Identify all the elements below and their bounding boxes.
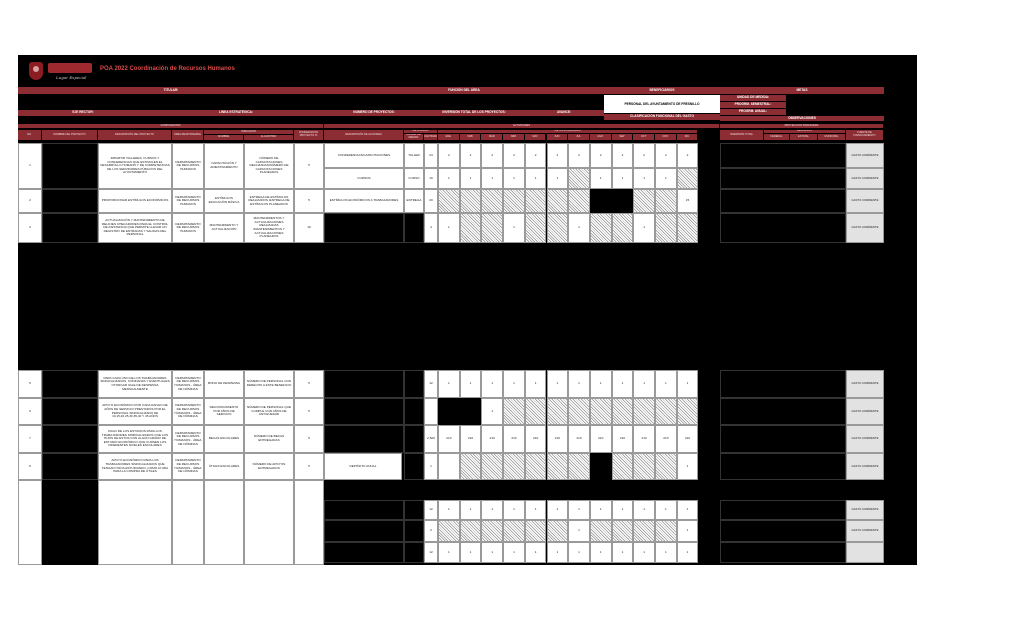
col-unidad: UNIDAD DE MEDIDA [404, 134, 424, 141]
month-goal-nov [655, 453, 677, 480]
proyeccion-header: PROYECCIÓN FINANCIERA [720, 124, 884, 129]
project-area: DEPARTAMENTO DE RECURSOS HUMANOS [172, 213, 204, 243]
month-goal-dic: 1 [677, 453, 699, 480]
indicator-algorithm: NÚMERO DE PERSONAL QUE CUMPLE CON AÑOS DE ANTIGÜEDAD [244, 398, 294, 425]
titular-label: TITULAR: [18, 87, 324, 94]
month-goal-jun [547, 398, 569, 425]
month-goal-may: 1 [525, 370, 547, 398]
project-no: 1 [18, 143, 42, 189]
month-goal-sep: 1 [612, 370, 634, 398]
activity-description: CONFERENCIAS/CAPACITACIONES [324, 143, 404, 168]
col-fuente: FUENTE DE FINANCIAMIENTO [846, 130, 884, 141]
project-area: DEPARTAMENTO DE RECURSOS HUMANOS - ÁREA DE NÓMINAS [172, 425, 204, 453]
col-month-dic: DIC [677, 134, 699, 141]
activity-description [324, 398, 404, 425]
project-description: APOYO ECONÓMICO POR CADA RANGO DE AÑOS DE SERVICIO PRESTADOS POR EL PERSONAL SINDICALIZADO DE 10,15,20,25,30,35,40 Y 45 AÑOS [98, 398, 172, 425]
project-weight: 5 [294, 189, 324, 213]
financial-projection [720, 370, 846, 398]
project-name [42, 370, 98, 398]
month-goal-sep: 1 [612, 542, 634, 563]
month-goal-may [525, 189, 547, 213]
month-goal-dic: 1 [677, 520, 699, 542]
col-meta-anual: META ANUAL [404, 130, 438, 134]
project-no: 6 [18, 398, 42, 425]
month-goal-abr: 1 [503, 542, 525, 563]
month-goal-ago [590, 453, 612, 480]
project-weight: 10 [294, 213, 324, 243]
funding-source: GASTO CORRIENTE [846, 398, 884, 425]
prog-semestral-label: PROGRM. SEMESTRAL: [720, 102, 786, 108]
month-goal-sep: 2 [612, 143, 634, 168]
activity-description: DEPÓSITO ANUAL [324, 453, 402, 480]
funcion-label: FUNCIÓN DEL ÁREA [324, 87, 604, 94]
month-goal-may [525, 398, 547, 425]
col-month-jun: JUN [547, 134, 569, 141]
project-area: DEPARTAMENTO DE RECURSOS HUMANOS [172, 189, 204, 213]
unidad-medida-label: UNIDAD DE MEDIDA: [720, 95, 786, 101]
indicator-name: CAPACITACIÓN Y ADIESTRAMIENTO [204, 143, 244, 189]
month-goal-dic: 15 [677, 189, 699, 213]
month-goal-dic [677, 398, 699, 425]
month-goal-nov [655, 398, 677, 425]
indicator-name: RECONOCIMIENTO POR AÑOS DE SERVICIO [204, 398, 244, 425]
activity-description [324, 425, 404, 453]
project-description: ACTUALIZACIÓN Y MANTENIMIENTO DE RELOJES CHECADORES PARA EL CONTROL DE ASISTENCIA QUE PERMITE LLEVAR UN REGISTRO DE ENTRADAS Y SALIDAS DEL PERSONAL [98, 213, 172, 243]
project-area: DEPARTAMENTO DE RECURSOS HUMANOS [172, 143, 204, 189]
month-goal-mar [481, 189, 503, 213]
month-goal-oct [633, 398, 655, 425]
month-goal-feb [460, 520, 482, 542]
activity-description [324, 520, 404, 542]
indicator-algorithm: NÚMERO DE PERSONAL CON DERECHO A ESTE BENEFICIO [244, 370, 294, 398]
month-goal-sep: 1 [612, 168, 634, 189]
activity-unit [404, 425, 424, 453]
month-goal-oct: 1 [633, 542, 655, 563]
financial-projection [720, 453, 846, 480]
document-title: POA 2022 Coordinación de Recursos Humanos [100, 66, 235, 72]
month-goal-feb: 1 [460, 542, 482, 563]
month-goal-sep [612, 213, 634, 243]
month-goal-abr [503, 398, 525, 425]
month-goal-nov: 1 [655, 370, 677, 398]
month-goal-jul [568, 189, 590, 213]
indicator-name: ÚTILES ESCOLARES [204, 453, 244, 480]
activity-quantity [424, 398, 438, 425]
month-goal-feb: 210 [460, 425, 482, 453]
activity-quantity: 10 [424, 168, 438, 189]
funding-source: GASTO CORRIENTE [846, 168, 884, 189]
col-recursos: RECURSOS [764, 130, 846, 134]
col-nombre: NOMBRE DEL PROYECTO [42, 130, 98, 141]
month-goal-feb [460, 213, 482, 243]
month-goal-jul: 2 [568, 143, 590, 168]
month-goal-oct: 2 [633, 143, 655, 168]
empty-cell [172, 480, 204, 565]
month-goal-ene: 210 [438, 425, 460, 453]
month-goal-jul: 1 [568, 213, 590, 243]
activity-description [324, 542, 404, 563]
project-weight: 5 [294, 143, 324, 189]
activity-description [324, 500, 404, 520]
shield-icon [29, 62, 43, 80]
month-goal-mar: 2 [481, 143, 503, 168]
month-goal-mar [481, 520, 503, 542]
project-name [42, 143, 98, 189]
col-indicador: INDICADOR [204, 130, 294, 135]
activity-unit: CURSO [404, 168, 424, 189]
project-description: IMPARTIR TALLERES, CURSOS Y CONFERENCIAS QUE ESTIMULEN EL DESARROLLO HUMANO Y DE COMPETENCIAS DE LOS SERVIDORES PÚBLICOS DEL AYUNTAMIENTO [98, 143, 172, 189]
funding-source: GASTO CORRIENTE [846, 370, 884, 398]
month-goal-nov: 1 [655, 168, 677, 189]
month-goal-may [525, 520, 547, 542]
month-goal-mar: 1 [481, 398, 503, 425]
month-goal-ene: 1 [438, 542, 460, 563]
month-goal-nov: 1 [655, 500, 677, 520]
month-goal-jun: 1 [547, 500, 569, 520]
indicator-name: BECAS ESCOLARES [204, 425, 244, 453]
funding-source: GASTO CORRIENTE [846, 500, 884, 520]
activity-quantity: 12 [424, 370, 438, 398]
month-goal-ago: 210 [590, 425, 612, 453]
month-goal-ago [590, 189, 612, 213]
month-goal-jul: 1 [568, 520, 590, 542]
activity-unit: ENTREGA [404, 189, 424, 213]
month-goal-ene [438, 520, 460, 542]
month-goal-ago: 1 [590, 168, 612, 189]
month-goal-ago: 1 [590, 500, 612, 520]
project-no: 8 [18, 453, 42, 480]
col-month-ago: AGO [590, 134, 612, 141]
month-goal-abr [503, 453, 525, 480]
month-goal-ago: 2 [590, 143, 612, 168]
col-month-mar: MAR [481, 134, 503, 141]
month-goal-ene: 1 [438, 370, 460, 398]
financial-projection [720, 542, 846, 563]
col-ind-nombre: NOMBRE [204, 135, 244, 141]
month-goal-feb [460, 189, 482, 213]
month-goal-dic [677, 168, 699, 189]
activity-description [324, 370, 404, 398]
col-inversion: INVERSIÓN TOTAL [720, 130, 764, 141]
month-goal-feb: 1 [460, 168, 482, 189]
month-goal-may [525, 453, 547, 480]
month-goal-oct [633, 189, 655, 213]
indicator-algorithm: NÚMERO DE CAPACITACIONES REALIZADAS/NÚMERO DE CAPACITACIONES PLANEADAS [244, 143, 294, 189]
col-month-abr: ABR [503, 134, 525, 141]
project-area: DEPARTAMENTO DE RECURSOS HUMANOS - ÁREA DE NÓMINAS [172, 370, 204, 398]
financial-projection [720, 189, 846, 213]
num-proyectos-label: NÚMERO DE PROYECTOS: [324, 110, 424, 116]
month-goal-oct: 1 [633, 500, 655, 520]
month-goal-feb [460, 453, 482, 480]
month-goal-ene [438, 398, 460, 425]
col-estatal: ESTATAL [790, 134, 818, 141]
funding-source [846, 542, 884, 563]
month-goal-jun: 2 [547, 143, 569, 168]
financial-projection [720, 500, 846, 520]
month-goal-mar: 1 [481, 370, 503, 398]
month-goal-dic: 1 [677, 542, 699, 563]
month-goal-dic: 1 [677, 500, 699, 520]
month-goal-oct: 1 [633, 213, 655, 243]
activity-quantity: 4 [424, 213, 438, 243]
month-goal-oct: 1 [633, 168, 655, 189]
personal-box: PERSONAL DEL AYUNTAMIENTO DE FRESNILLO [604, 95, 720, 113]
funding-source: GASTO CORRIENTE [846, 453, 884, 480]
beneficiarios-label: BENEFICIARIOS [604, 87, 720, 94]
funding-source: GASTO CORRIENTE [846, 189, 884, 213]
month-goal-abr: 1 [503, 168, 525, 189]
activity-quantity: 24 [424, 143, 438, 168]
month-goal-abr: 1 [503, 500, 525, 520]
month-goal-oct [633, 520, 655, 542]
month-goal-jun [547, 520, 569, 542]
month-goal-feb [460, 398, 482, 425]
month-goal-abr [503, 189, 525, 213]
activity-unit: TALLER [404, 143, 424, 168]
empty-cell [204, 480, 244, 565]
month-goal-nov [655, 189, 677, 213]
indicator-algorithm: ENTREGA DE ESTÍMULOS REALIZADOS /ENTREGA DE ESTÍMULOS PLANEADOS [244, 189, 294, 213]
month-goal-ene: 1 [438, 168, 460, 189]
month-goal-ene: 1 [438, 213, 460, 243]
activity-quantity: 2 [424, 520, 438, 542]
month-goal-ene [438, 189, 460, 213]
indicator-algorithm: NÚMERO DE APOYOS ENTREGADOS [244, 453, 294, 480]
empty-cell [98, 480, 172, 565]
financial-projection [720, 520, 846, 542]
month-goal-jul [568, 453, 590, 480]
indicator-algorithm: MANTENIMIENTOS Y ACTUALIZACIONES REALIZADAS /MANTENIMIENTOS Y ACTUALIZACIONES PLANEADOS [244, 213, 294, 243]
col-month-jul: JUL [568, 134, 590, 141]
logo-tagline: Lugar Especial [56, 75, 87, 80]
col-federal: FEDERAL [764, 134, 790, 141]
month-goal-may: 1 [525, 542, 547, 563]
col-ponderacion: PONDERACIÓN PROYECTO % [294, 130, 324, 141]
month-goal-jul: 1 [568, 370, 590, 398]
project-description: APOYO ECONÓMICO PARA LOS TRABAJADORES SINDICALIZADOS QUE TENGAN HIJOS ESTUDIANDO, COMO AYUDA PARA LA COMPRA DE ÚTILES [98, 453, 172, 480]
month-goal-may: 1 [525, 500, 547, 520]
month-goal-may: 210 [525, 425, 547, 453]
avance-label: AVANCE: [524, 110, 604, 116]
indicator-name: BONO DE DESPENSA [204, 370, 244, 398]
col-acciones: DESCRIPCIÓN DE ACCIONES [324, 130, 404, 141]
month-goal-jul: 210 [568, 425, 590, 453]
project-weight: 5 [294, 425, 324, 453]
project-description: PAGO DE LOS ESTUDIOS PARA LOS TRABAJADORES SINDICALIZADOS QUE LOS HIJOS DE ESTOS CON ALGÚN GRADO DE ESTUDIO ECONÓMICO QUE CURSEN LOS DIFERENTES NIVELES ESCOLARES [98, 425, 172, 453]
month-goal-feb: 1 [460, 500, 482, 520]
activity-quantity: 20 [424, 189, 438, 213]
month-goal-sep [612, 189, 634, 213]
project-weight: 5 [294, 370, 324, 398]
month-goal-mar: 1 [481, 542, 503, 563]
month-goal-nov [655, 520, 677, 542]
month-goal-jul [568, 168, 590, 189]
col-month-feb: FEB [460, 134, 482, 141]
activity-quantity: 2,520 [424, 425, 438, 453]
activity-unit [404, 398, 424, 425]
activity-unit [404, 370, 424, 398]
financial-projection [720, 398, 846, 425]
month-goal-mar: 1 [481, 168, 503, 189]
col-meta-mensual: META PROGRAMADA [438, 130, 698, 134]
empty-cell [294, 480, 324, 565]
project-no: 5 [18, 370, 42, 398]
month-goal-oct [633, 453, 655, 480]
month-goal-jun: 1 [547, 168, 569, 189]
financial-projection [720, 168, 846, 189]
month-goal-dic: 210 [677, 425, 699, 453]
project-description: PROPORCIONAR ESTÍMULOS ECONÓMICOS [98, 189, 172, 213]
month-goal-jun: 210 [547, 425, 569, 453]
month-goal-jul: 1 [568, 542, 590, 563]
activity-unit [404, 213, 424, 243]
month-goal-oct: 210 [633, 425, 655, 453]
project-no: 3 [18, 213, 42, 243]
month-goal-sep [612, 520, 634, 542]
month-goal-mar [481, 453, 503, 480]
activity-quantity: 1 [424, 453, 438, 480]
month-goal-nov: 210 [655, 425, 677, 453]
month-goal-sep: 210 [612, 425, 634, 453]
project-no: 2 [18, 189, 42, 213]
funding-source: GASTO CORRIENTE [846, 143, 884, 168]
month-goal-ene: 1 [438, 500, 460, 520]
eje-label: EJE RECTOR: [18, 110, 148, 116]
componentes-header: COMPONENTES [18, 124, 324, 129]
indicator-name: MANTENIMIENTO Y ACTUALIZACIÓN [204, 213, 244, 243]
activity-description: CURSOS [324, 168, 404, 189]
clasificacion-label: CLASIFICACIÓN FUNCIONAL DEL GASTO [604, 114, 720, 120]
funding-source: GASTO CORRIENTE [846, 520, 884, 542]
month-goal-may: 2 [525, 143, 547, 168]
col-month-ene: ENE [438, 134, 460, 141]
month-goal-sep [612, 398, 634, 425]
month-goal-nov: 2 [655, 143, 677, 168]
activity-unit [404, 500, 424, 520]
month-goal-ago: 1 [590, 370, 612, 398]
project-weight: 5 [294, 398, 324, 425]
month-goal-ago [590, 213, 612, 243]
project-name [42, 425, 98, 453]
financial-projection [720, 213, 846, 243]
col-month-oct: OCT [633, 134, 655, 141]
empty-cell [18, 480, 42, 565]
project-no: 7 [18, 425, 42, 453]
month-goal-mar: 210 [481, 425, 503, 453]
month-goal-dic: 1 [677, 370, 699, 398]
col-area: ÁREA RESPONSABLE [172, 130, 204, 141]
project-name [42, 189, 98, 213]
spreadsheet-page [18, 55, 917, 565]
project-area: DEPARTAMENTO DE RECURSOS HUMANOS - ÁREA DE NÓMINAS [172, 398, 204, 425]
actividades-header: ACTIVIDADES [324, 124, 720, 129]
month-goal-sep [612, 453, 634, 480]
activity-quantity: 12 [424, 500, 438, 520]
project-weight: 5 [294, 453, 324, 480]
activity-unit [404, 520, 424, 542]
month-goal-sep: 1 [612, 500, 634, 520]
month-goal-ago [590, 520, 612, 542]
month-goal-abr: 2 [503, 143, 525, 168]
month-goal-feb: 1 [460, 370, 482, 398]
logo-wordmark [48, 63, 92, 73]
month-goal-jun [547, 213, 569, 243]
month-goal-mar: 1 [481, 500, 503, 520]
month-goal-jun: 1 [547, 370, 569, 398]
activity-description [324, 213, 404, 243]
financial-projection [720, 425, 846, 453]
month-goal-jul [568, 398, 590, 425]
month-goal-ago: 1 [590, 542, 612, 563]
project-name [42, 398, 98, 425]
indicator-name: ESTÍMULOS EDUCACIÓN BÁSICA [204, 189, 244, 213]
indicator-algorithm: NÚMERO DE BECAS ENTREGADAS [244, 425, 294, 453]
financial-projection [720, 143, 846, 168]
month-goal-dic [677, 213, 699, 243]
col-month-sep: SEP [612, 134, 634, 141]
activity-unit [404, 453, 424, 480]
month-goal-jun: 1 [547, 542, 569, 563]
activity-unit [404, 542, 424, 563]
month-goal-jun [547, 189, 569, 213]
project-description: PARA CADA UNO DE LOS TRABAJADORES SINDICALIZADOS, CONFIANZA Y EVENTUALES OTORGAR VALE DE DESPENSA MENSUALMENTE [98, 370, 172, 398]
month-goal-ene [438, 453, 460, 480]
col-month-nov: NOV [655, 134, 677, 141]
month-goal-may: 1 [525, 168, 547, 189]
col-descripcion: DESCRIPCIÓN DEL PROYECTO [98, 130, 172, 141]
municipal-logo [26, 61, 96, 83]
linea-label: LÍNEA ESTRATÉGICA: [148, 110, 324, 116]
col-algoritmo: ALGORITMO [244, 135, 294, 141]
observaciones-label: OBSERVACIONES [720, 116, 884, 121]
funding-source: GASTO CORRIENTE [846, 425, 884, 453]
month-goal-nov: 1 [655, 542, 677, 563]
month-goal-feb: 2 [460, 143, 482, 168]
activity-quantity: 12 [424, 542, 438, 563]
month-goal-jul: 1 [568, 500, 590, 520]
month-goal-oct: 1 [633, 370, 655, 398]
funding-source: GASTO CORRIENTE [846, 213, 884, 243]
month-goal-may [525, 213, 547, 243]
month-goal-abr: 1 [503, 213, 525, 243]
prog-anual-label: PROGRM. ANUAL: [720, 109, 786, 115]
col-month-may: MAY [525, 134, 547, 141]
col-no: NO. [18, 130, 42, 141]
activity-description: ESTÍMULOS ECONÓMICOS A TRABAJADORES [324, 189, 404, 213]
project-name [42, 453, 98, 480]
month-goal-abr [503, 520, 525, 542]
month-goal-abr: 1 [503, 370, 525, 398]
inversion-label: INVERSIÓN TOTAL DE LOS PROYECTOS: [424, 110, 524, 116]
project-name [42, 213, 98, 243]
metas-label: METAS [720, 87, 884, 94]
col-municipal: MUNICIPAL [818, 134, 846, 141]
col-cantidad: CANTIDAD [424, 134, 438, 141]
month-goal-jun [547, 453, 569, 480]
month-goal-ene: 2 [438, 143, 460, 168]
month-goal-mar [481, 213, 503, 243]
month-goal-abr: 210 [503, 425, 525, 453]
month-goal-ago [590, 398, 612, 425]
project-area: DEPARTAMENTO DE RECURSOS HUMANOS - ÁREA DE NÓMINAS [172, 453, 204, 480]
month-goal-dic: 2 [677, 143, 699, 168]
month-goal-nov [655, 213, 677, 243]
empty-cell [244, 480, 294, 565]
